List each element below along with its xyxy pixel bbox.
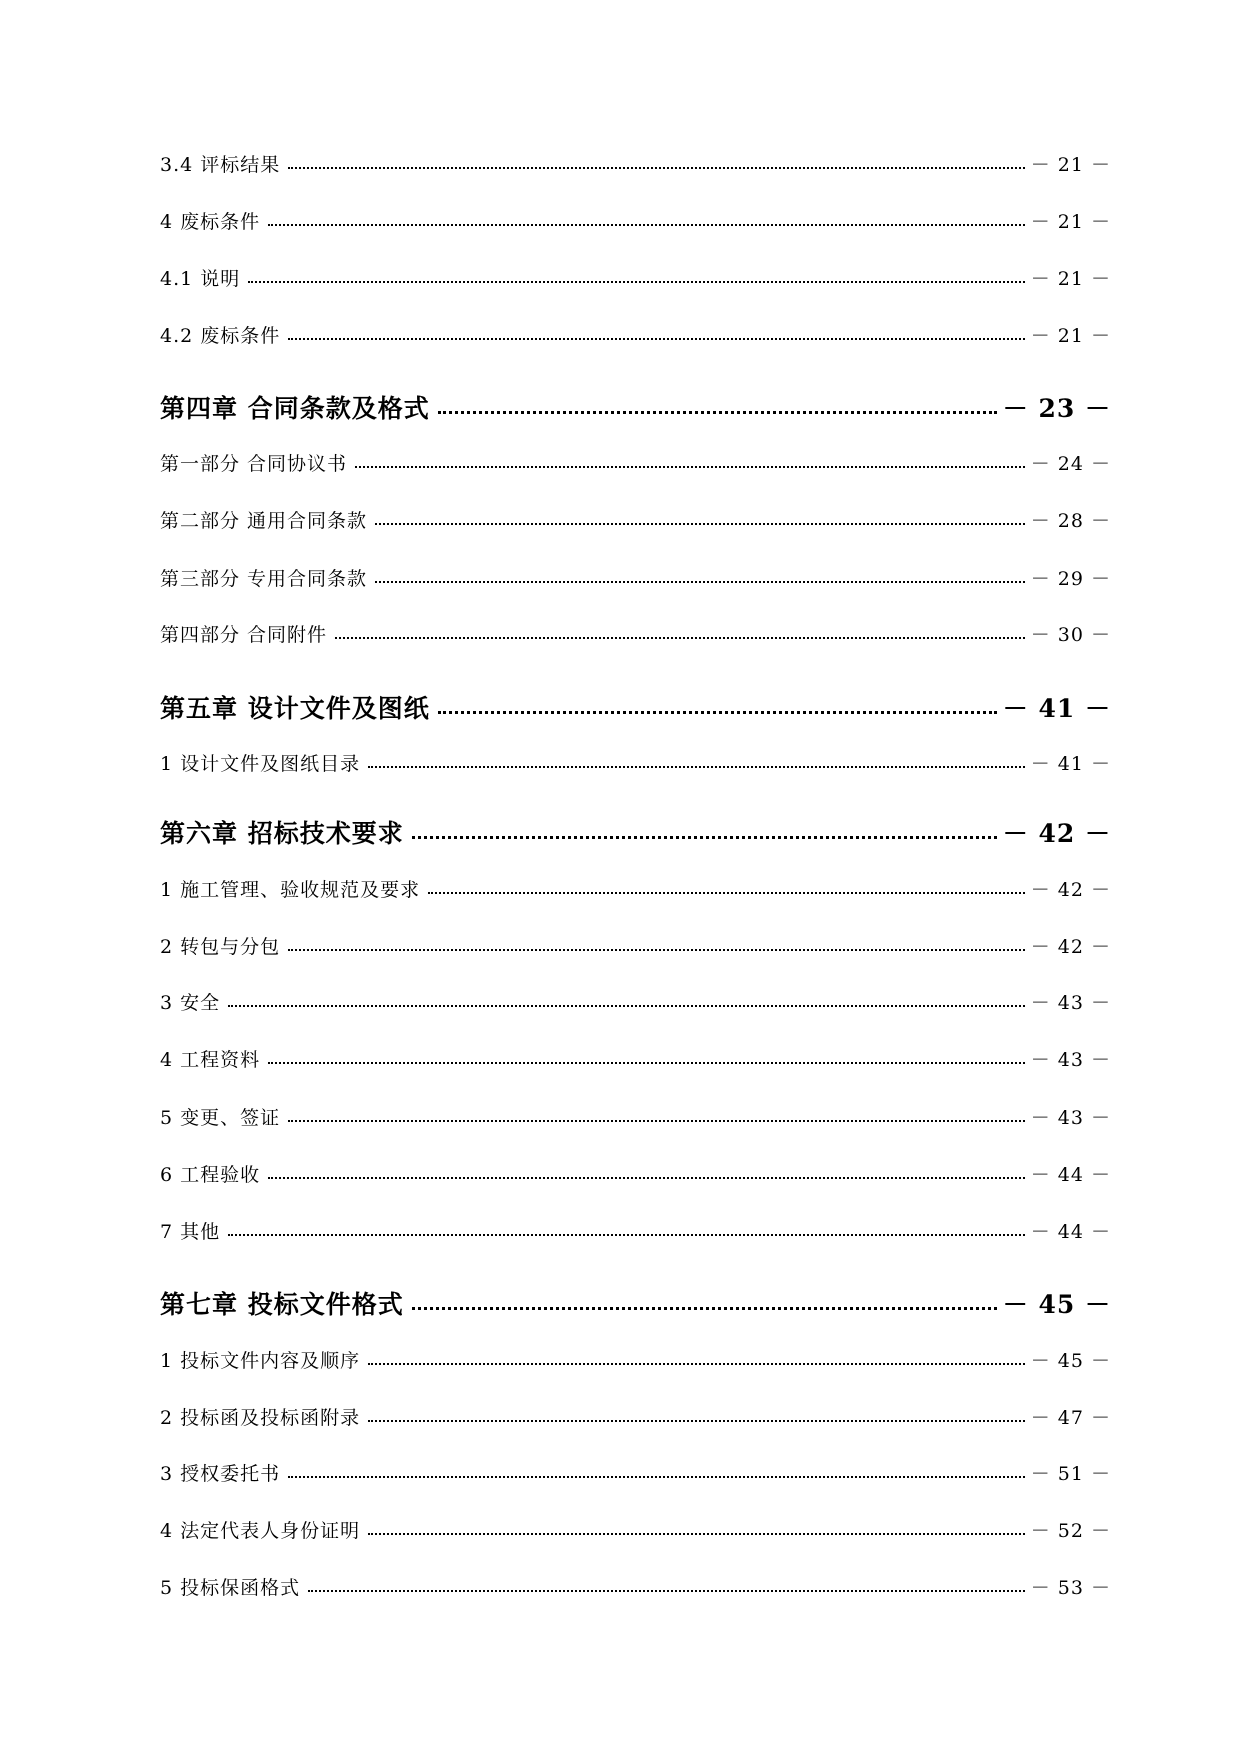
toc-page-number: － 30 － (1030, 624, 1111, 646)
toc-entry[interactable] (160, 877, 1111, 899)
toc-entry[interactable] (160, 152, 1111, 174)
dot-leader (438, 692, 997, 717)
toc-page-number: － 45 － (1002, 1290, 1111, 1319)
toc-page-number: － 43 － (1030, 992, 1111, 1014)
dot-leader (268, 1162, 1025, 1181)
toc-chapter-title: 第六章 招标技术要求 (160, 819, 404, 848)
dot-leader (288, 934, 1025, 953)
dot-leader (268, 209, 1025, 228)
dot-leader (375, 566, 1025, 585)
dot-leader (368, 1405, 1025, 1424)
toc-page-number: － 21 － (1030, 154, 1111, 176)
toc-chapter[interactable] (160, 392, 1111, 422)
toc-entry[interactable] (160, 323, 1111, 345)
toc-entry-title: 5 变更、签证 (160, 1107, 281, 1129)
toc-entry[interactable] (160, 751, 1111, 773)
toc-entry[interactable] (160, 1105, 1111, 1127)
toc-entry[interactable] (160, 1348, 1111, 1370)
toc-page-number: － 52 － (1030, 1520, 1111, 1542)
toc-chapter-title: 第五章 设计文件及图纸 (160, 694, 430, 723)
dot-leader (228, 1219, 1025, 1238)
toc-page-number: － 44 － (1030, 1221, 1111, 1243)
toc-entry-title: 4.2 废标条件 (160, 325, 281, 347)
toc-chapter[interactable] (160, 692, 1111, 722)
toc-page-number: － 45 － (1030, 1350, 1111, 1372)
dot-leader (412, 817, 997, 842)
dot-leader (308, 1575, 1025, 1594)
toc-entry[interactable] (160, 1047, 1111, 1069)
toc-entry-title: 4 法定代表人身份证明 (160, 1520, 361, 1542)
dot-leader (288, 1461, 1025, 1480)
toc-entry[interactable] (160, 990, 1111, 1012)
toc-entry-title: 3.4 评标结果 (160, 154, 281, 176)
toc-entry-title: 1 施工管理、验收规范及要求 (160, 879, 421, 901)
toc-chapter-title: 第四章 合同条款及格式 (160, 394, 430, 423)
toc-entry-title: 第三部分 专用合同条款 (160, 568, 368, 590)
toc-entry[interactable] (160, 566, 1111, 588)
toc-page-number: － 41 － (1002, 694, 1111, 723)
toc-page-number: － 28 － (1030, 510, 1111, 532)
toc-entry-title: 4.1 说明 (160, 268, 241, 290)
toc-entry-title: 5 投标保函格式 (160, 1577, 301, 1599)
toc-page-number: － 21 － (1030, 268, 1111, 290)
dot-leader (368, 1518, 1025, 1537)
toc-page-number: － 29 － (1030, 568, 1111, 590)
dot-leader (368, 1348, 1025, 1367)
toc-entry-title: 6 工程验收 (160, 1164, 261, 1186)
dot-leader (428, 877, 1025, 896)
toc-entry-title: 4 废标条件 (160, 211, 261, 233)
dot-leader (355, 451, 1025, 470)
dot-leader (288, 1105, 1025, 1124)
toc-chapter-title: 第七章 投标文件格式 (160, 1290, 404, 1319)
dot-leader (438, 392, 997, 417)
toc-entry-title: 2 转包与分包 (160, 936, 281, 958)
toc-entry[interactable] (160, 209, 1111, 231)
toc-page-number: － 51 － (1030, 1463, 1111, 1485)
toc-entry-title: 3 授权委托书 (160, 1463, 281, 1485)
toc-chapter[interactable] (160, 817, 1111, 847)
toc-entry-title: 7 其他 (160, 1221, 221, 1243)
toc-page-number: － 44 － (1030, 1164, 1111, 1186)
toc-page-number: － 41 － (1030, 753, 1111, 775)
dot-leader (288, 152, 1024, 171)
toc-entry[interactable] (160, 508, 1111, 530)
toc-entry[interactable] (160, 1219, 1111, 1241)
toc-entry[interactable] (160, 934, 1111, 956)
toc-page-number: － 21 － (1030, 211, 1111, 233)
toc-page-number: － 42 － (1002, 819, 1111, 848)
toc-entry-title: 第一部分 合同协议书 (160, 453, 348, 475)
toc-entry[interactable] (160, 1575, 1111, 1597)
dot-leader (375, 508, 1025, 527)
toc-entry[interactable] (160, 1405, 1111, 1427)
dot-leader (228, 990, 1025, 1009)
toc-entry-title: 1 投标文件内容及顺序 (160, 1350, 361, 1372)
toc-entry-title: 3 安全 (160, 992, 221, 1014)
toc-entry[interactable] (160, 1461, 1111, 1483)
toc-page-number: － 23 － (1002, 394, 1111, 423)
dot-leader (368, 751, 1025, 770)
toc-page-number: － 24 － (1030, 453, 1111, 475)
dot-leader (268, 1047, 1025, 1066)
toc-entry-title: 1 设计文件及图纸目录 (160, 753, 361, 775)
toc-entry[interactable] (160, 266, 1111, 288)
dot-leader (412, 1288, 997, 1313)
toc-page-number: － 47 － (1030, 1407, 1111, 1429)
toc-page-number: － 53 － (1030, 1577, 1111, 1599)
toc-chapter[interactable] (160, 1288, 1111, 1318)
toc-entry-title: 第二部分 通用合同条款 (160, 510, 368, 532)
toc-page-number: － 21 － (1030, 325, 1111, 347)
toc-entry-title: 4 工程资料 (160, 1049, 261, 1071)
toc-page-number: － 42 － (1030, 879, 1111, 901)
toc-page-number: － 42 － (1030, 936, 1111, 958)
toc-entry-title: 2 投标函及投标函附录 (160, 1407, 361, 1429)
toc-entry[interactable] (160, 1162, 1111, 1184)
dot-leader (335, 622, 1025, 641)
dot-leader (288, 323, 1024, 342)
toc-entry[interactable] (160, 622, 1111, 644)
toc-entry-title: 第四部分 合同附件 (160, 624, 328, 646)
toc-page-number: － 43 － (1030, 1049, 1111, 1071)
toc-entry[interactable] (160, 451, 1111, 473)
toc-entry[interactable] (160, 1518, 1111, 1540)
dot-leader (248, 266, 1024, 285)
toc-page-number: － 43 － (1030, 1107, 1111, 1129)
